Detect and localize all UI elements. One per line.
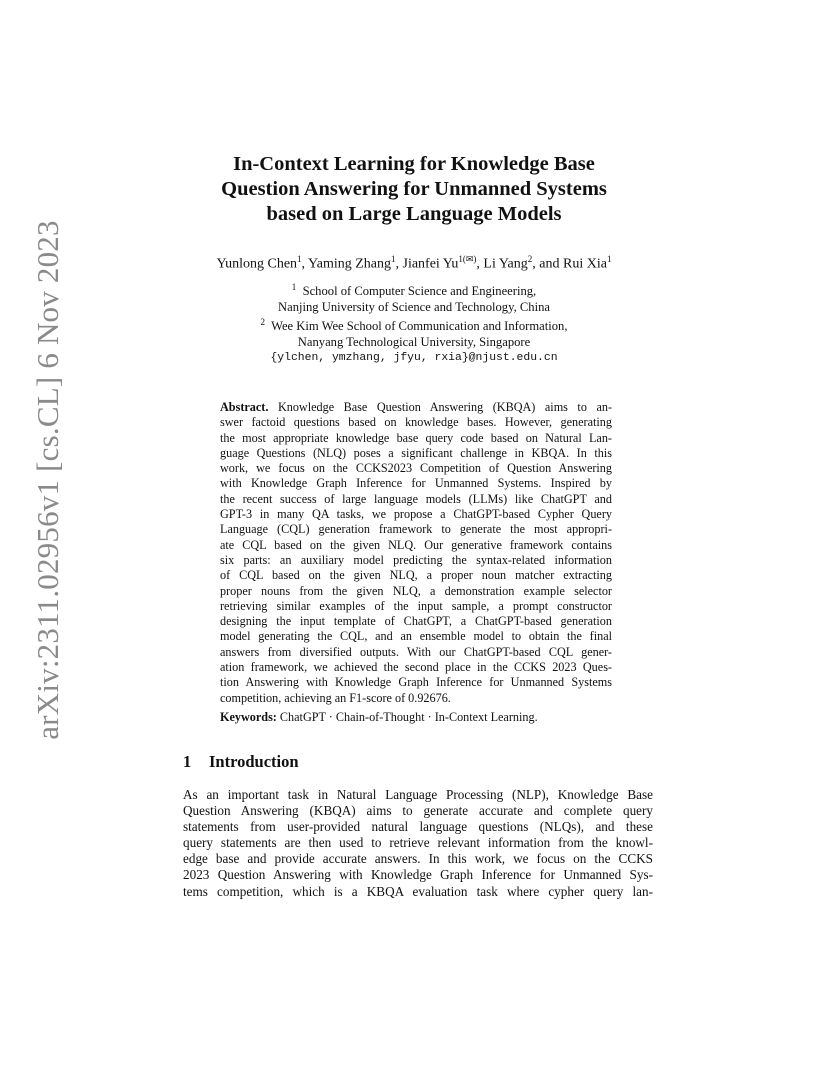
paragraph-line: edge base and provide accurate answers. In this work, we focus on the CCKS: [183, 851, 653, 867]
affiliation-1-line-1: [130, 280, 698, 300]
author-list: [130, 254, 698, 273]
arxiv-identifier-stamp: [18, 220, 78, 740]
affiliation-1-line-2: Nanjing University of Science and Technology, China: [278, 299, 550, 314]
paper-title: [130, 152, 698, 227]
paragraph-line: 2023 Question Answering with Knowledge Graph Inference for Unmanned Sys-: [183, 867, 653, 883]
author-affiliation-mark: 1: [297, 254, 302, 264]
abstract-label: Abstract.: [220, 400, 269, 414]
abstract-line: retrieving similar examples of the input sample, a prompt constructor: [220, 598, 612, 613]
author-separator: ,: [476, 256, 484, 272]
abstract-line: work, we focus on the CCKS2023 Competition of Question Answering: [220, 461, 612, 476]
author-name: Yaming Zhang: [308, 256, 391, 272]
author-separator: ,: [301, 256, 309, 272]
abstract-line: competition, achieving an F1-score of 0.92676.: [220, 690, 451, 705]
paragraph-line: statements from user-provided natural language questions (NLQs), and these: [183, 819, 653, 835]
abstract-block: [220, 400, 612, 706]
affiliation-mark: 2: [260, 317, 265, 328]
keywords-line: [220, 710, 538, 725]
abstract-line: swer factoid questions based on knowledge bases. However, generating: [220, 415, 612, 430]
arxiv-identifier-text: arXiv:2311.02956v1 [cs.CL] 6 Nov 2023: [30, 220, 65, 740]
author-affiliation-mark: 1: [606, 254, 612, 264]
author-name: Rui Xia: [562, 256, 607, 272]
section-title: Introduction: [209, 752, 299, 771]
affiliations-block: [130, 280, 698, 366]
abstract-line: the most appropriate knowledge base query code based on Natural Lan-: [220, 430, 612, 445]
title-line: based on Large Language Models: [266, 203, 562, 225]
author-name: Li Yang: [483, 256, 528, 272]
abstract-line: the recent success of large language models (LLMs) like ChatGPT and: [220, 491, 612, 506]
abstract-line: of CQL based on the given NLQ, a proper noun matcher extracting: [220, 568, 612, 583]
abstract-line: six parts: an auxiliary model predicting the syntax-related information: [220, 552, 612, 567]
author-affiliation-mark: 1: [391, 254, 396, 264]
introduction-paragraph: [183, 787, 653, 900]
affiliation-2-line-2: Nanyang Technological University, Singapore: [297, 335, 531, 350]
abstract-line: ation framework, we achieved the second place in the CCKS 2023 Ques-: [220, 660, 612, 675]
paragraph-line: tems competition, which is a KBQA evaluation task where cypher query lan-: [183, 883, 653, 899]
author-affiliation-mark: 1(✉): [458, 254, 477, 264]
abstract-line: proper nouns from the given NLQ, a demonstration example selector: [220, 583, 612, 598]
section-heading: [183, 752, 299, 772]
paragraph-line: query statements are then used to retrieve relevant information from the knowl-: [183, 835, 653, 851]
abstract-line-text: Knowledge Base Question Answering (KBQA) aims to an-: [277, 400, 612, 414]
abstract-line: ate CQL based on the given NLQ. Our generative framework contains: [220, 537, 612, 552]
title-line: Question Answering for Unmanned Systems: [221, 178, 607, 200]
paragraph-line: As an important task in Natural Language Processing (NLP), Knowledge Base: [183, 787, 653, 802]
author-emails: {ylchen, ymzhang, jfyu, rxia}@njust.edu.cn: [270, 351, 558, 364]
abstract-line: tion Answering with Knowledge Graph Inference for Unmanned Systems: [220, 675, 612, 690]
abstract-line: with Knowledge Graph Inference for Unmanned Systems. Inspired by: [220, 476, 612, 491]
title-line: In-Context Learning for Knowledge Base: [233, 153, 595, 175]
affiliation-2-line-1: [130, 315, 698, 335]
abstract-line: GPT-3 in many QA tasks, we propose a ChatGPT-based Cypher Query: [220, 507, 612, 522]
abstract-line: Language (CQL) generation framework to generate the most appropri-: [220, 522, 612, 537]
abstract-line: guage Questions (NLQ) poses a significant challenge in KBQA. In this: [220, 445, 612, 460]
section-number: 1: [183, 752, 192, 771]
author-name: Jianfei Yu: [402, 256, 459, 272]
keywords-label: Keywords:: [220, 710, 277, 724]
author-separator: ,: [395, 256, 403, 272]
author-separator: , and: [532, 256, 563, 272]
affiliation-text: Wee Kim Wee School of Communication and Information,: [271, 319, 568, 334]
author-affiliation-mark: 2: [527, 254, 533, 264]
author-name: Yunlong Chen: [216, 256, 298, 272]
abstract-line: answers from diversified outputs. With our ChatGPT-based CQL gener-: [220, 644, 612, 659]
affiliation-mark: 1: [291, 282, 297, 292]
paragraph-line: Question Answering (KBQA) aims to generate accurate and complete query: [183, 803, 653, 819]
abstract-line: [220, 400, 612, 415]
abstract-line: model generating the CQL, and an ensemble model to obtain the final: [220, 629, 612, 644]
abstract-line: designing the input template of ChatGPT, a ChatGPT-based generation: [220, 614, 612, 629]
affiliation-text: School of Computer Science and Engineering,: [302, 284, 537, 299]
keywords-text: ChatGPT · Chain-of-Thought · In-Context Learning.: [279, 710, 538, 724]
